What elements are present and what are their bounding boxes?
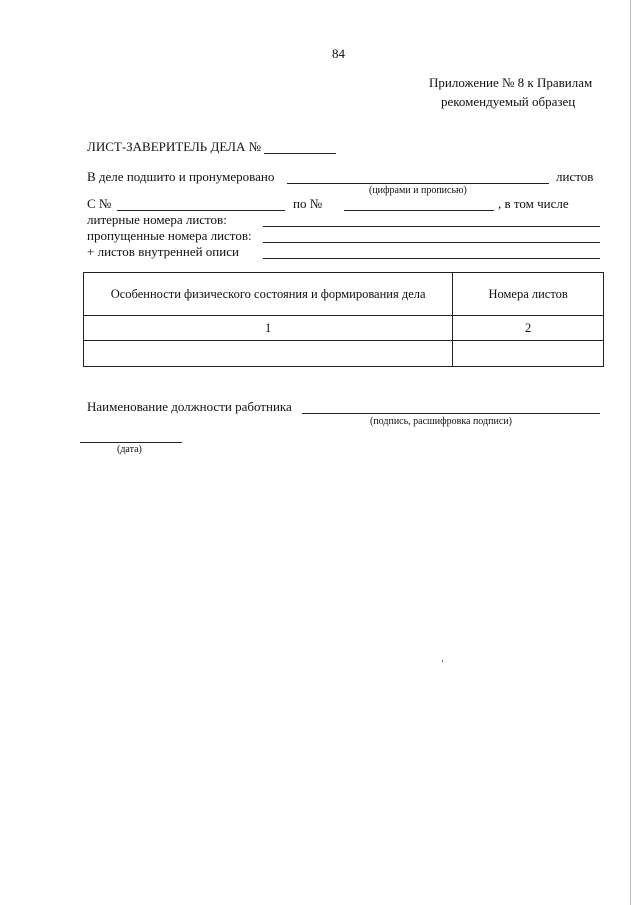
case-number-field[interactable]	[264, 153, 336, 154]
appendix-line-1: Приложение № 8 к Правилам	[429, 75, 593, 90]
from-number-field[interactable]	[117, 210, 285, 211]
missing-numbers-field[interactable]	[263, 242, 600, 243]
signature-hint: (подпись, расшифровка подписи)	[370, 416, 512, 427]
inner-inventory-field[interactable]	[263, 258, 600, 259]
from-label: С №	[87, 196, 112, 211]
column-number-2: 2	[453, 316, 604, 341]
filed-label: В деле подшито и пронумеровано	[87, 169, 275, 184]
signature-field[interactable]	[302, 413, 600, 414]
to-label: по №	[293, 196, 323, 211]
missing-numbers-label: пропущенные номера листов:	[87, 228, 252, 243]
to-number-field[interactable]	[344, 210, 494, 211]
letter-numbers-label: литерные номера листов:	[87, 212, 227, 227]
condition-cell[interactable]	[84, 341, 453, 367]
date-field[interactable]	[80, 442, 182, 443]
inner-inventory-label: + листов внутренней описи	[87, 244, 239, 259]
header-condition: Особенности физического состояния и формирования дела	[84, 273, 453, 316]
letter-numbers-field[interactable]	[263, 226, 600, 227]
column-number-1: 1	[84, 316, 453, 341]
form-title: ЛИСТ-ЗАВЕРИТЕЛЬ ДЕЛА №	[87, 139, 262, 154]
scan-artifact	[442, 660, 443, 662]
digits-hint: (цифрами и прописью)	[369, 185, 467, 196]
condition-table	[83, 272, 604, 367]
date-hint: (дата)	[117, 444, 142, 455]
appendix-line-2: рекомендуемый образец	[441, 94, 576, 109]
position-label: Наименование должности работника	[87, 399, 292, 414]
header-sheet-numbers: Номера листов	[453, 273, 604, 316]
including-label: , в том числе	[498, 196, 569, 211]
page-number: 84	[332, 46, 345, 61]
sheets-count-field[interactable]	[287, 183, 549, 184]
sheets-label: листов	[556, 169, 594, 184]
page-edge-line	[630, 0, 631, 905]
sheet-numbers-cell[interactable]	[453, 341, 604, 367]
